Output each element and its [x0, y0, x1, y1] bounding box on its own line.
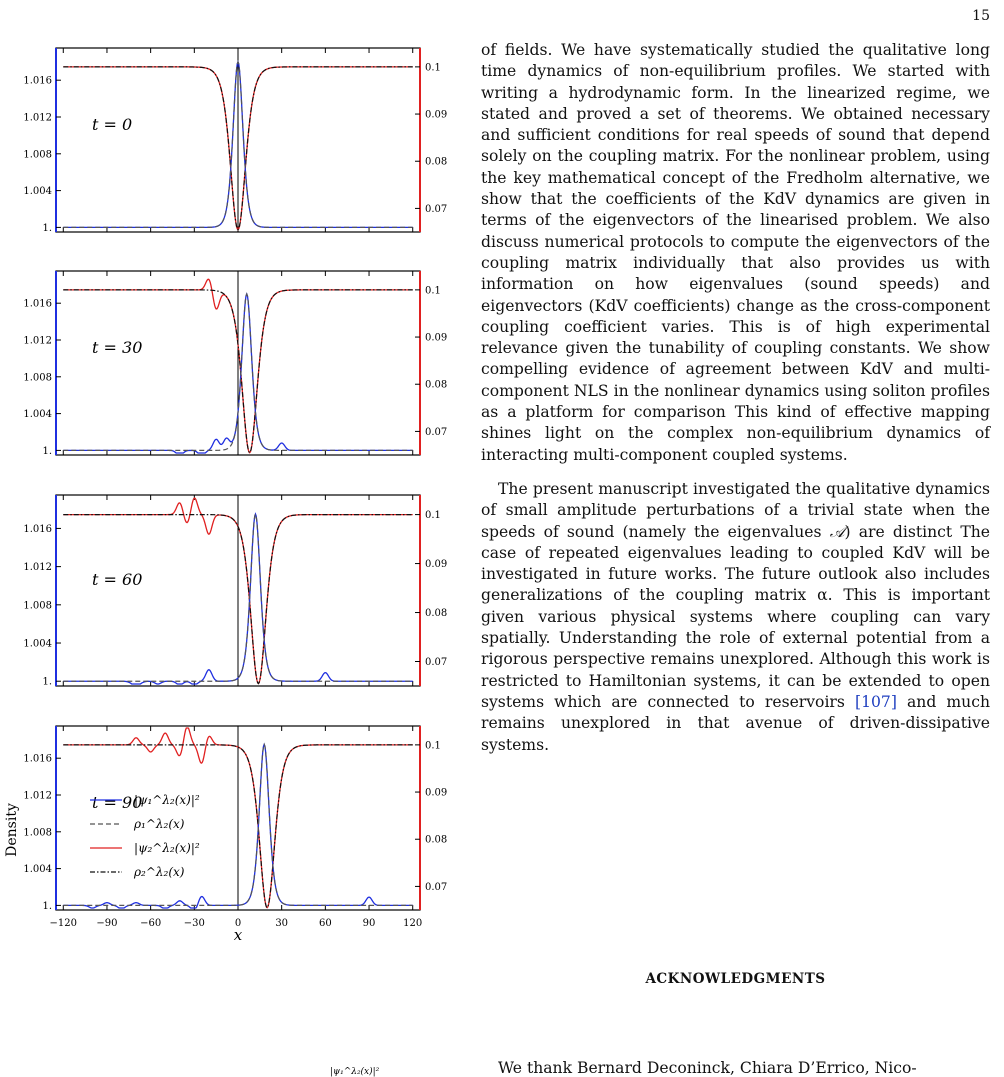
left-tick-label: 1.016 — [23, 75, 52, 87]
outlook-symbol: 𝒜 — [829, 522, 845, 541]
left-tick-label: 1.012 — [23, 112, 52, 124]
right-tick-label: 0.1 — [425, 285, 441, 297]
outlook-text-c: and much remains unexplored in that avenue of driven-dissipative systems. — [481, 692, 990, 754]
right-tick-label: 0.1 — [425, 740, 441, 752]
left-tick-label: 1.012 — [23, 562, 52, 574]
right-tick-label: 0.07 — [425, 203, 448, 215]
x-tick-label: 60 — [318, 918, 332, 929]
legend-label: ρ₂^λ₂(x) — [134, 865, 185, 879]
left-tick-label: 1. — [42, 676, 52, 688]
left-tick-label: 1.012 — [23, 335, 52, 347]
right-tick-label: 0.1 — [425, 510, 441, 522]
text-column — [481, 40, 990, 756]
legend-label: |ψ₁^λ₂(x)|² — [134, 793, 200, 807]
left-tick-label: 1.004 — [23, 409, 52, 421]
panel-0 — [56, 48, 420, 232]
x-tick-label: 0 — [234, 918, 242, 929]
right-tick-label: 0.08 — [425, 834, 448, 846]
left-tick-label: 1.016 — [23, 298, 52, 310]
left-tick-label: 1.016 — [23, 523, 52, 535]
left-tick-label: 1.008 — [23, 372, 52, 384]
right-tick-label: 0.07 — [425, 881, 448, 893]
right-tick-label: 0.08 — [425, 156, 448, 168]
left-tick-label: 1. — [42, 900, 52, 912]
acknowledgments-text: We thank Bernard Deconinck, Chiara D’Errico, Nico- — [498, 1059, 917, 1077]
right-tick-label: 0.09 — [425, 109, 448, 121]
left-tick-label: 1.008 — [23, 149, 52, 161]
x-tick-label: −120 — [49, 918, 78, 929]
x-axis-label: x — [233, 926, 243, 944]
time-label: t = 90 — [92, 793, 143, 812]
left-tick-label: 1.004 — [23, 864, 52, 876]
paragraph-conclusions: of fields. We have systematically studied the qualitative long time dynamics of non-equilibrium profiles. We started with writing a hydrodynamic form. In the linearized regime, we stated and proved a set of theorems. We obtained necessary and sufficient conditions for real speeds of sound that depend solely on the coupling matrix. For the nonlinear problem, using the key mathematical concept of the Fredholm alternative, we show that the coefficients of the KdV dynamics are given in terms of the eigenvectors of the linearised problem. We also discuss numerical protocols to compute the eigenvectors of the coupling matrix individually that also provides us with information on how eigenvalues (sound speeds) and eigenvectors (KdV coefficients) change as the cross-component coupling coefficient varies. This is of high experimental relevance given the tunability of coupling constants. We show compelling evidence of agreement between KdV and multi-component NLS in the nonlinear dynamics using soliton profiles as a platform for comparison This kind of effective mapping shines light on the complex non-equilibrium dynamics of interacting multi-component coupled systems. — [481, 41, 990, 464]
acknowledgments-heading: ACKNOWLEDGMENTS — [645, 971, 826, 987]
left-tick-label: 1.004 — [23, 186, 52, 198]
right-tick-label: 0.07 — [425, 657, 448, 669]
left-tick-label: 1.008 — [23, 827, 52, 839]
right-tick-label: 0.1 — [425, 62, 441, 74]
x-tick-label: −60 — [140, 918, 162, 929]
outlook-text-a: The present manuscript investigated the qualitative dynamics of small amplitude perturbations of a trivial state when the speeds of sound (namely the eigenvalues — [481, 479, 990, 541]
left-tick-label: 1. — [42, 445, 52, 457]
right-tick-label: 0.08 — [425, 379, 448, 391]
right-tick-label: 0.07 — [425, 426, 448, 438]
page-number: 15 — [972, 8, 990, 24]
citation-link[interactable]: [107] — [854, 692, 897, 711]
paragraph-outlook — [481, 479, 990, 756]
panel-3 — [56, 726, 420, 910]
caption-fragment: |ψ₁^λ₂(x)|² — [330, 1067, 380, 1077]
time-label: t = 60 — [92, 570, 143, 589]
time-label: t = 0 — [92, 115, 133, 134]
left-tick-label: 1.012 — [23, 790, 52, 802]
x-tick-label: 90 — [362, 918, 376, 929]
left-tick-label: 1.004 — [23, 638, 52, 650]
x-tick-label: 120 — [403, 918, 423, 929]
outlook-text-b: ) are distinct The case of repeated eigenvalues leading to coupled KdV will be investigated in future works. The future outlook also includes generalizations of the coupling matrix α. This is important given various physical systems where coupling can vary spatially. Understanding the role of external potential from a rigorous perspective remains unexplored. Although this work is restricted to Hamiltonian systems, it can be extended to open systems which are connected to reservoirs — [481, 522, 990, 711]
x-tick-label: 30 — [275, 918, 289, 929]
right-tick-label: 0.09 — [425, 559, 448, 571]
time-label: t = 30 — [92, 338, 143, 357]
y-axis-label: Density — [4, 803, 20, 857]
right-tick-label: 0.09 — [425, 787, 448, 799]
x-tick-label: −90 — [96, 918, 118, 929]
left-tick-label: 1.008 — [23, 600, 52, 612]
panel-2 — [56, 495, 420, 686]
panel-1 — [56, 271, 420, 455]
right-tick-label: 0.09 — [425, 332, 448, 344]
left-tick-label: 1.016 — [23, 753, 52, 765]
left-tick-label: 1. — [42, 222, 52, 234]
x-tick-label: −30 — [183, 918, 205, 929]
right-tick-label: 0.08 — [425, 608, 448, 620]
legend-label: ρ₁^λ₂(x) — [134, 817, 185, 831]
legend-label: |ψ₂^λ₂(x)|² — [134, 841, 200, 855]
density-figure — [0, 0, 470, 1077]
